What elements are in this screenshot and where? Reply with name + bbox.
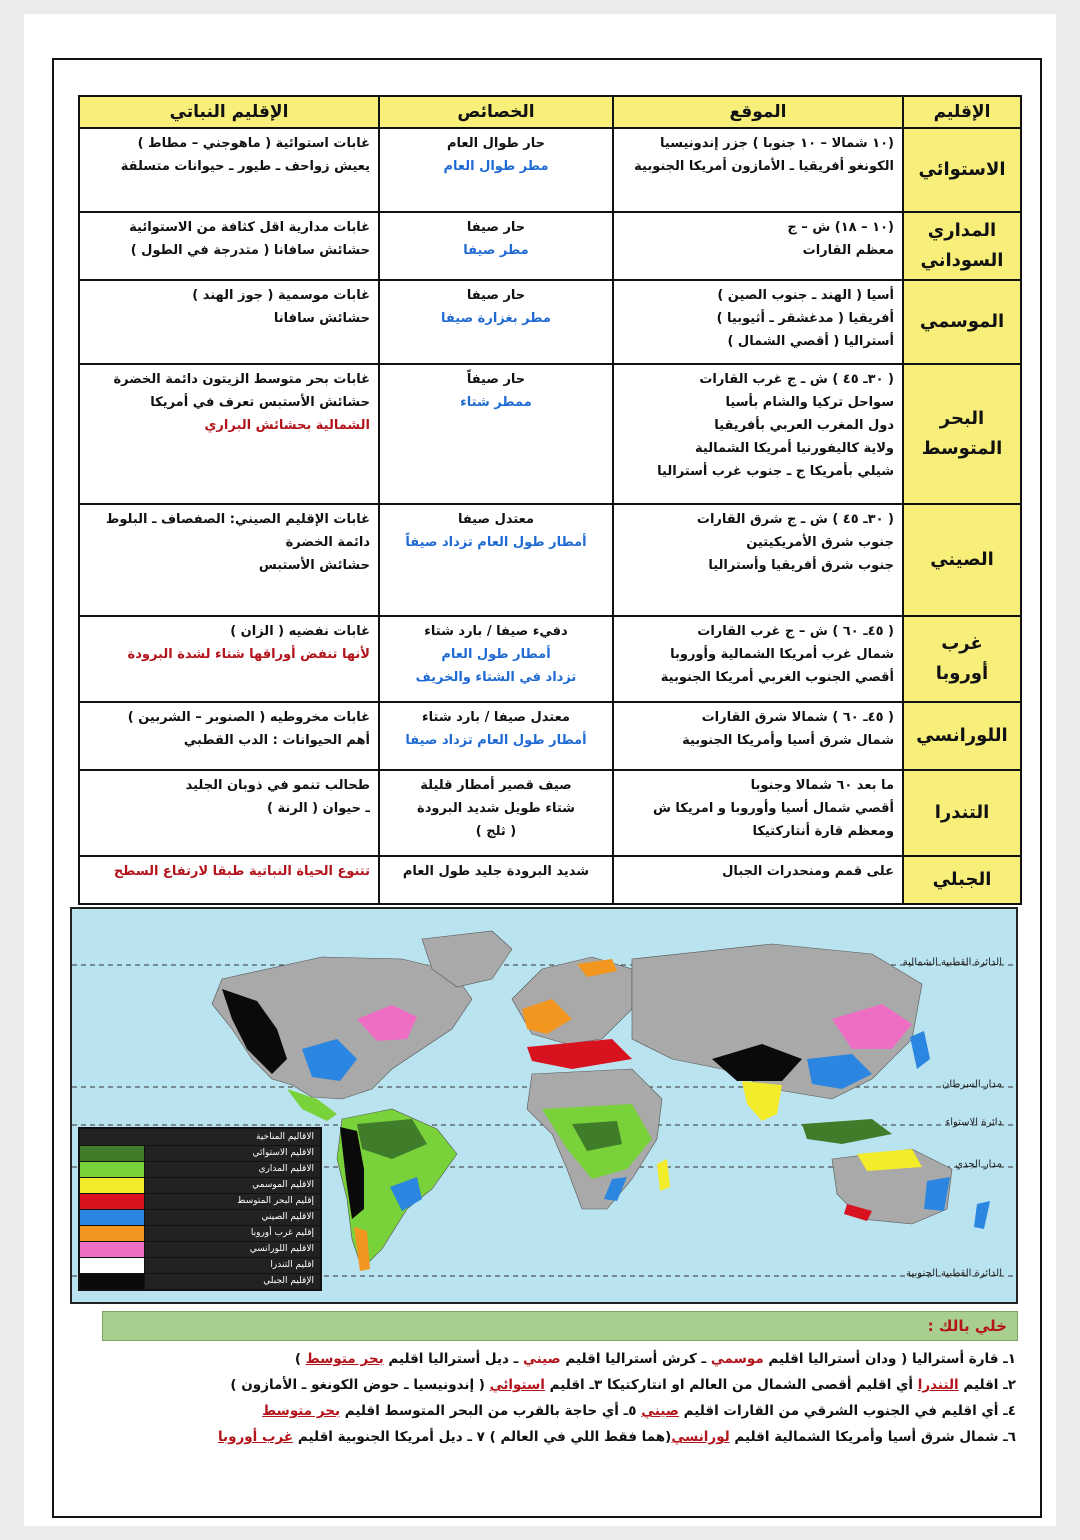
climate-name: التندرا bbox=[903, 770, 1021, 856]
features-line: حار صيفا bbox=[466, 220, 526, 235]
header-features: الخصائص bbox=[379, 96, 613, 128]
location-line: الكونغو أفريقيا ـ الأمازون أمريكا الجنوبية bbox=[634, 159, 894, 174]
location-line: معظم القارات bbox=[802, 243, 894, 258]
note-line bbox=[104, 1424, 1016, 1450]
note-text: ٦ـ شمال شرق أسيا وأمريكا الشمالية اقليم bbox=[729, 1429, 1016, 1445]
vegetation-line: ـ حيوان ( الرنة ) bbox=[267, 801, 370, 816]
legend-row bbox=[80, 1162, 320, 1178]
note-highlight: استوائي bbox=[489, 1377, 545, 1393]
legend-swatch bbox=[80, 1162, 145, 1177]
climate-name: الصيني bbox=[903, 504, 1021, 616]
japan-chinese-region bbox=[910, 1031, 930, 1069]
header-vegetation: الإقليم النباتي bbox=[79, 96, 379, 128]
features-line: حار صيفا bbox=[466, 288, 526, 303]
vegetation-line: غابات مدارية اقل كثافة من الاستوائية bbox=[129, 220, 370, 235]
features-line: أمطار طول العام bbox=[441, 647, 551, 662]
legend-swatch bbox=[80, 1210, 145, 1225]
vegetation-line: غابات موسمية ( جوز الهند ) bbox=[192, 288, 370, 303]
climate-name: الجبلي bbox=[903, 856, 1021, 904]
vegetation-line: حشائش سافانا bbox=[273, 311, 370, 326]
legend-label: الاقليم الاستوائي bbox=[145, 1146, 320, 1161]
location-line: جنوب شرق الأمريكيتين bbox=[746, 535, 894, 550]
new-zealand-region bbox=[974, 1201, 990, 1229]
climate-table bbox=[78, 95, 1022, 905]
location-line: ما بعد ٦٠ شمالا وجنوبا bbox=[750, 778, 894, 793]
location-line: أسيا ( الهند ـ جنوب الصين ) bbox=[717, 288, 894, 303]
location-cell bbox=[613, 702, 903, 770]
features-cell bbox=[379, 280, 613, 364]
features-cell bbox=[379, 702, 613, 770]
table-row bbox=[79, 702, 1021, 770]
vegetation-line: يعيش زواحف ـ طيور ـ حيوانات متسلقة bbox=[120, 159, 370, 174]
header-location: الموقع bbox=[613, 96, 903, 128]
location-line: (١٠ شمالا – ١٠ جنوبا ) جزر إندونيسيا bbox=[660, 136, 894, 151]
legend-row bbox=[80, 1242, 320, 1258]
india-monsoon-region bbox=[742, 1081, 782, 1121]
vegetation-cell bbox=[79, 128, 379, 212]
note-highlight: لورانسي bbox=[671, 1429, 730, 1445]
vegetation-line: تتنوع الحياة النباتية طبقا لارتفاع السطح bbox=[113, 864, 370, 879]
note-text: ـ ديل أستراليا اقليم bbox=[383, 1351, 523, 1367]
note-text: ) bbox=[294, 1351, 306, 1367]
legend-label: الاقليم اللورانسي bbox=[145, 1242, 320, 1257]
vegetation-line: حشائش الأستبس تعرف في أمريكا bbox=[150, 395, 370, 410]
features-line: شديد البرودة جليد طول العام bbox=[402, 864, 590, 879]
legend-label: إقليم البحر المتوسط bbox=[145, 1194, 320, 1209]
location-line: شمال غرب أمريكا الشمالية وأوروبا bbox=[670, 647, 894, 662]
note-highlight: غرب أوروبا bbox=[217, 1429, 294, 1445]
features-line: معتدل صيفا bbox=[457, 512, 535, 527]
features-line: مطر صيفا bbox=[463, 243, 529, 258]
features-cell bbox=[379, 364, 613, 504]
climate-name: الاستوائي bbox=[903, 128, 1021, 212]
australia-monsoon-region bbox=[857, 1149, 922, 1171]
note-highlight: بحر متوسط bbox=[262, 1403, 341, 1419]
features-cell bbox=[379, 616, 613, 702]
legend-row bbox=[80, 1178, 320, 1194]
note-text: ٥ـ أي حاجة بالقرب من البحر المتوسط اقليم bbox=[340, 1403, 642, 1419]
location-cell bbox=[613, 280, 903, 364]
antarctic-circle-label: الدائرة القطبية الجنوبية bbox=[906, 1268, 1002, 1279]
location-line: (١٠ – ١٨) ش – ج bbox=[787, 220, 894, 235]
legend-label: الاقليم الموسمي bbox=[145, 1178, 320, 1193]
features-cell bbox=[379, 128, 613, 212]
location-cell bbox=[613, 364, 903, 504]
legend-swatch bbox=[80, 1146, 145, 1161]
location-line: شمال شرق أسيا وأمريكا الجنوبية bbox=[682, 733, 894, 748]
vegetation-cell bbox=[79, 280, 379, 364]
features-cell bbox=[379, 856, 613, 904]
location-cell bbox=[613, 128, 903, 212]
legend-swatch bbox=[80, 1274, 145, 1289]
features-line: مطر بغزارة صيفا bbox=[441, 311, 551, 326]
climate-name: اللورانسي bbox=[903, 702, 1021, 770]
mediterranean-region bbox=[527, 1039, 632, 1069]
equator-label: دائرة الاستواء bbox=[945, 1117, 1002, 1128]
madagascar-monsoon-region bbox=[657, 1159, 670, 1191]
legend-swatch bbox=[80, 1258, 145, 1273]
note-highlight: التندرا bbox=[917, 1377, 959, 1393]
tropic-capricorn-label: مدار الجدي bbox=[955, 1159, 1002, 1170]
legend-title: الاقاليم المناخية bbox=[80, 1129, 320, 1146]
legend-row bbox=[80, 1274, 320, 1289]
vegetation-cell bbox=[79, 856, 379, 904]
features-line: حار طوال العام bbox=[446, 136, 545, 151]
legend-label: الاقليم الصيني bbox=[145, 1210, 320, 1225]
note-text: ٤ـ أي اقليم في الجنوب الشرقي من القارات اقليم bbox=[678, 1403, 1016, 1419]
note-text: ٢ـ اقليم bbox=[958, 1377, 1016, 1393]
location-line: أقصي الجنوب الغربي أمريكا الجنوبية bbox=[660, 670, 894, 685]
note-highlight: صيني bbox=[641, 1403, 679, 1419]
location-line: سواحل تركيا والشام بأسيا bbox=[725, 395, 894, 410]
legend-row bbox=[80, 1210, 320, 1226]
features-line: صيف قصير أمطار قليلة bbox=[420, 778, 572, 793]
location-line: ( ٤٥ـ ٦٠ ) شمالا شرق القارات bbox=[701, 710, 894, 725]
legend-swatch bbox=[80, 1242, 145, 1257]
legend-label: الاقليم المداري bbox=[145, 1162, 320, 1177]
note-text: ـ كرش أستراليا اقليم bbox=[560, 1351, 711, 1367]
vegetation-line: الشمالية بحشائش البراري bbox=[204, 418, 370, 433]
climate-world-map bbox=[70, 907, 1018, 1304]
location-line: ( ٣٠ـ ٤٥ ) ش ـ ج غرب القارات bbox=[699, 372, 894, 387]
arctic-circle-label: الدائرة القطبية الشمالية bbox=[902, 957, 1002, 968]
vegetation-cell bbox=[79, 770, 379, 856]
location-cell bbox=[613, 504, 903, 616]
vegetation-line: غابات مخروطيه ( الصنوبر – الشربين ) bbox=[127, 710, 370, 725]
legend-label: الإقليم الجبلي bbox=[145, 1274, 320, 1289]
location-cell bbox=[613, 212, 903, 280]
vegetation-line: غابات الإقليم الصيني: الصفصاف ـ البلوط bbox=[105, 512, 370, 527]
table-row bbox=[79, 364, 1021, 504]
note-text: ١ـ قارة أستراليا ( ودان أستراليا اقليم bbox=[763, 1351, 1016, 1367]
note-line bbox=[104, 1372, 1016, 1398]
note-highlight: موسمي bbox=[710, 1351, 764, 1367]
climate-name: غرب أوروبا bbox=[903, 616, 1021, 702]
legend-row bbox=[80, 1146, 320, 1162]
features-line: أمطار طول العام تزداد صيفاً bbox=[405, 535, 587, 550]
note-highlight: صيني bbox=[522, 1351, 561, 1367]
features-line: شتاء طويل شديد البرودة bbox=[417, 801, 575, 816]
legend-swatch bbox=[80, 1178, 145, 1193]
table-row bbox=[79, 212, 1021, 280]
location-line: أفريقيا ( مدغشقر ـ أثيوبيا ) bbox=[716, 311, 894, 326]
vegetation-line: غابات نفضيه ( الزان ) bbox=[230, 624, 370, 639]
legend-row bbox=[80, 1226, 320, 1242]
notes-header-bar bbox=[102, 1311, 1018, 1341]
legend-row bbox=[80, 1258, 320, 1274]
table-row bbox=[79, 856, 1021, 904]
map-legend bbox=[78, 1127, 322, 1291]
note-highlight: بحر متوسط bbox=[305, 1351, 384, 1367]
tropic-cancer-label: مدار السرطان bbox=[941, 1079, 1002, 1090]
table-row bbox=[79, 128, 1021, 212]
vegetation-cell bbox=[79, 504, 379, 616]
table-header-row bbox=[79, 96, 1021, 128]
legend-swatch bbox=[80, 1226, 145, 1241]
vegetation-cell bbox=[79, 702, 379, 770]
vegetation-line: طحالب تنمو في ذوبان الجليد bbox=[185, 778, 370, 793]
features-line: ( ثلج ) bbox=[475, 824, 517, 839]
features-line: ممطر شتاء bbox=[460, 395, 532, 410]
note-text: ( إندونيسيا ـ حوض الكونغو ـ الأمازون ) bbox=[230, 1377, 490, 1393]
location-line: جنوب شرق أفريقيا وأستراليا bbox=[708, 558, 894, 573]
features-line: تزداد في الشتاء والخريف bbox=[415, 670, 577, 685]
location-line: على قمم ومنحدرات الجبال bbox=[722, 864, 894, 879]
legend-row bbox=[80, 1194, 320, 1210]
location-cell bbox=[613, 616, 903, 702]
notes-title: خلي بالك : bbox=[927, 1317, 1007, 1335]
note-text: أي اقليم أقصى الشمال من العالم او انتاركتيكا ٣ـ اقليم bbox=[544, 1377, 918, 1393]
header-climate: الإقليم bbox=[903, 96, 1021, 128]
notes-list bbox=[104, 1346, 1016, 1450]
table-row bbox=[79, 280, 1021, 364]
location-line: ( ٤٥ـ ٦٠ ) ش – ج غرب القارات bbox=[697, 624, 894, 639]
location-cell bbox=[613, 770, 903, 856]
legend-label: إقليم غرب أوروبا bbox=[145, 1226, 320, 1241]
climate-name: البحر المتوسط bbox=[903, 364, 1021, 504]
vegetation-line: دائمة الخضرة bbox=[285, 535, 370, 550]
legend-label: اقليم التندرا bbox=[145, 1258, 320, 1273]
vegetation-cell bbox=[79, 212, 379, 280]
location-line: ومعظم قارة أنتاركتيكا bbox=[752, 824, 894, 839]
climate-name: الموسمي bbox=[903, 280, 1021, 364]
note-text: (هما فقط اللي في العالم ) ٧ ـ ديل أمريكا الجنوبية اقليم bbox=[293, 1429, 672, 1445]
location-line: أستراليا ( أقصي الشمال ) bbox=[727, 334, 894, 349]
features-cell bbox=[379, 504, 613, 616]
features-cell bbox=[379, 770, 613, 856]
features-line: أمطار طول العام تزداد صيفا bbox=[405, 733, 587, 748]
location-line: ( ٣٠ـ ٤٥ ) ش ـ ج شرق القارات bbox=[696, 512, 894, 527]
vegetation-cell bbox=[79, 364, 379, 504]
features-line: دفيء صيفا / بارد شتاء bbox=[424, 624, 568, 639]
location-line: أقصي شمال أسيا وأوروبا و امريكا ش bbox=[652, 801, 894, 816]
vegetation-line: غابات بحر متوسط الزيتون دائمة الخضرة bbox=[113, 372, 370, 387]
table-row bbox=[79, 616, 1021, 702]
note-line bbox=[104, 1398, 1016, 1424]
location-line: ولاية كاليفورنيا أمريكا الشمالية bbox=[695, 441, 894, 456]
vegetation-line: لأنها تنفض أوراقها شتاء لشدة البرودة bbox=[127, 647, 370, 662]
vegetation-line: أهم الحيوانات : الدب القطبي bbox=[183, 733, 370, 748]
location-line: شيلي بأمريكا ج ـ جنوب غرب أستراليا bbox=[657, 464, 894, 479]
location-line: دول المغرب العربي بأفريقيا bbox=[714, 418, 894, 433]
climate-name: المداري السوداني bbox=[903, 212, 1021, 280]
features-line: حار صيفاً bbox=[466, 372, 526, 387]
vegetation-line: حشائش سافانا ( متدرجة في الطول ) bbox=[130, 243, 370, 258]
vegetation-line: غابات استوائية ( ماهوجني – مطاط ) bbox=[137, 136, 370, 151]
table-row bbox=[79, 504, 1021, 616]
location-cell bbox=[613, 856, 903, 904]
legend-swatch bbox=[80, 1194, 145, 1209]
indonesia-equatorial-region bbox=[802, 1119, 892, 1144]
features-line: مطر طوال العام bbox=[443, 159, 549, 174]
table-row bbox=[79, 770, 1021, 856]
features-line: معتدل صيفا / بارد شتاء bbox=[422, 710, 570, 725]
note-line bbox=[104, 1346, 1016, 1372]
features-cell bbox=[379, 212, 613, 280]
vegetation-line: حشائش الأستبس bbox=[258, 558, 370, 573]
vegetation-cell bbox=[79, 616, 379, 702]
